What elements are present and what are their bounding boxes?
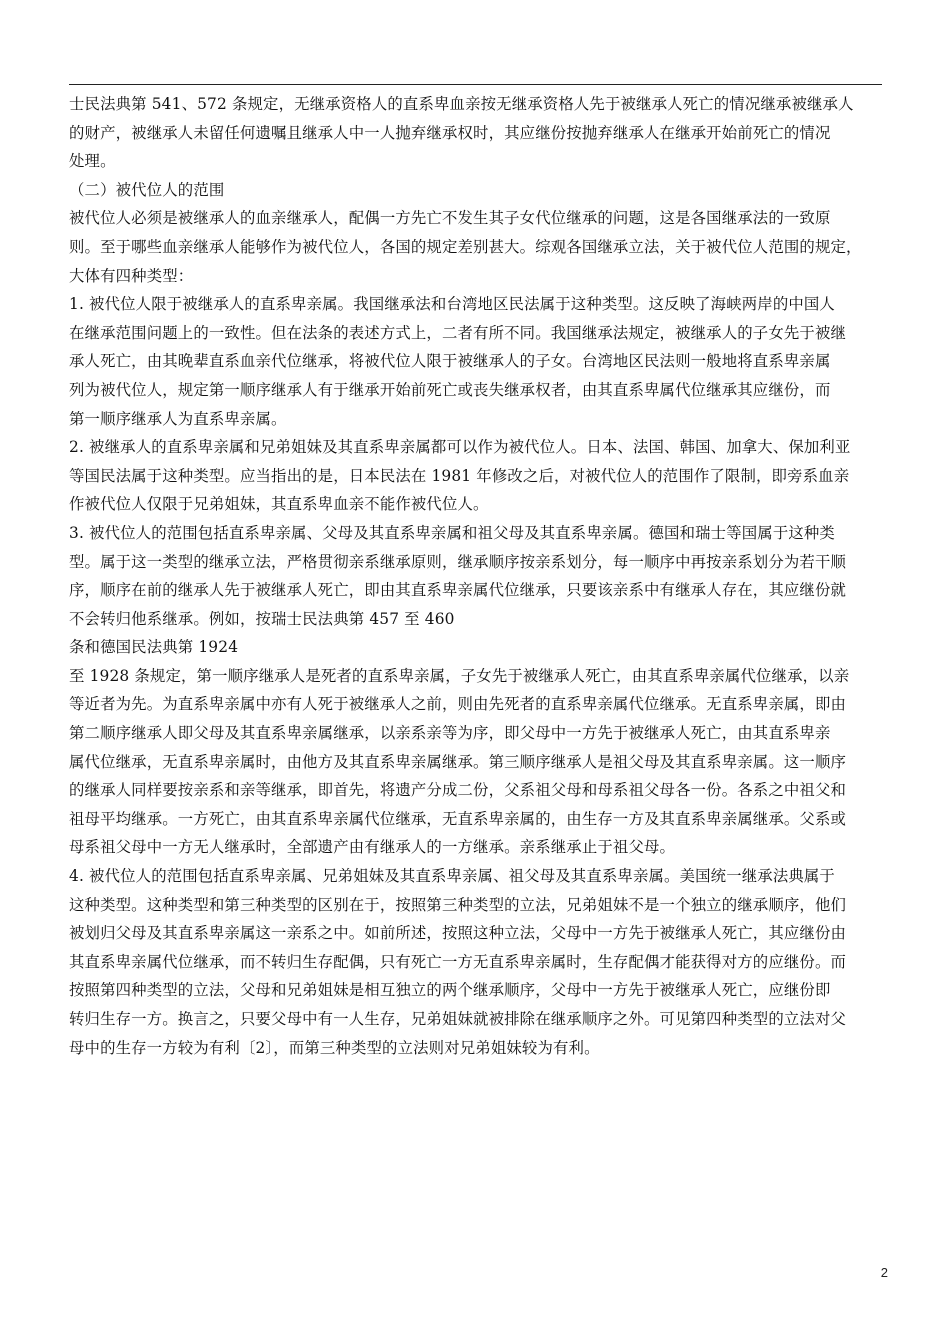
- text-line: 第二顺序继承人即父母及其直系卑亲属继承，以亲系亲等为序，即父母中一方先于被继承人死亡，由其直系卑亲: [69, 724, 831, 743]
- text-line: 型。属于这一类型的继承立法，严格贯彻亲系继承原则，继承顺序按亲系划分，每一顺序中再按亲系划分为若干顺: [69, 552, 847, 571]
- text-line: 等近者为先。为直系卑亲属中亦有人死于被继承人之前，则由先死者的直系卑亲属代位继承。无直系卑亲属，即由: [69, 695, 847, 714]
- text-line: 不会转归他系继承。例如，按瑞士民法典第 457 至 460: [69, 609, 455, 628]
- text-line: 列为被代位人，规定第一顺序继承人有于继承开始前死亡或丧失继承权者，由其直系卑属代位继承其应继份，而: [69, 380, 831, 399]
- text-line: 其直系卑亲属代位继承，而不转归生存配偶，只有死亡一方无直系卑亲属时，生存配偶才能获得对方的应继份。而: [69, 952, 847, 971]
- page-number: 2: [880, 1265, 888, 1280]
- text-line: 的继承人同样要按亲系和亲等继承，即首先，将遗产分成二份，父系祖父母和母系祖父母各一份。各系之中祖父和: [69, 781, 847, 800]
- text-line: 祖母平均继承。一方死亡，由其直系卑亲属代位继承，无直系卑亲属的，由生存一方及其直系卑亲属继承。父系或: [69, 809, 847, 828]
- text-line: 母中的生存一方较为有利〔2〕，而第三种类型的立法则对兄弟姐妹较为有利。: [69, 1038, 600, 1057]
- text-line: 至 1928 条规定，第一顺序继承人是死者的直系卑亲属，子女先于被继承人死亡，由其直系卑亲属代位继承，以亲: [69, 666, 850, 685]
- text-line: 这种类型。这种类型和第三种类型的区别在于，按照第三种类型的立法，兄弟姐妹不是一个独立的继承顺序，他们: [69, 895, 847, 914]
- text-line: 士民法典第 541、572 条规定，无继承资格人的直系卑血亲按无继承资格人先于被继承人死亡的情况继承被继承人: [69, 95, 854, 113]
- document-body: [69, 90, 884, 1062]
- text-line: 作被代位人仅限于兄弟姐妹，其直系卑血亲不能作被代位人。: [69, 495, 489, 514]
- text-line: 属代位继承，无直系卑亲属时，由他方及其直系卑亲属继承。第三顺序继承人是祖父母及其直系卑亲属。这一顺序: [69, 752, 847, 771]
- text-line: 按照第四种类型的立法，父母和兄弟姐妹是相互独立的两个继承顺序，父母中一方先于被继承人死亡，应继份即: [69, 981, 831, 1000]
- text-line: 转归生存一方。换言之，只要父母中有一人生存，兄弟姐妹就被排除在继承顺序之外。可见第四种类型的立法对父: [69, 1010, 847, 1028]
- text-line: 则。至于哪些血亲继承人能够作为被代位人，各国的规定差别甚大。综观各国继承立法，关于被代位人范围的规定，: [69, 237, 862, 256]
- text-line: 2. 被继承人的直系卑亲属和兄弟姐妹及其直系卑亲属都可以作为被代位人。日本、法国、韩国、加拿大、保加利亚: [69, 438, 851, 457]
- text-line: 第一顺序继承人为直系卑亲属。: [69, 409, 287, 428]
- text-line: 1. 被代位人限于被继承人的直系卑亲属。我国继承法和台湾地区民法属于这种类型。这反映了海峡两岸的中国人: [69, 295, 835, 314]
- text-line: 的财产，被继承人未留任何遗嘱且继承人中一人抛弃继承权时，其应继份按抛弃继承人在继承开始前死亡的情况: [69, 123, 831, 142]
- text-line: 被划归父母及其直系卑亲属这一亲系之中。如前所述，按照这种立法，父母中一方先于被继承人死亡，其应继份由: [69, 924, 847, 943]
- text-line: 序，顺序在前的继承人先于被继承人死亡，即由其直系卑亲属代位继承，只要该亲系中有继承人存在，其应继份就: [69, 581, 847, 600]
- text-line: 在继承范围问题上的一致性。但在法条的表述方式上，二者有所不同。我国继承法规定，被继承人的子女先于被继: [69, 323, 847, 342]
- text-line: 处理。: [69, 152, 116, 171]
- text-line: 被代位人必须是被继承人的血亲继承人，配偶一方先亡不发生其子女代位继承的问题，这是各国继承法的一致原: [69, 209, 831, 228]
- text-line: 条和德国民法典第 1924: [69, 638, 239, 657]
- text-line: 等国民法属于这种类型。应当指出的是，日本民法在 1981 年修改之后，对被代位人的范围作了限制，即旁系血亲: [69, 466, 850, 485]
- text-line: 承人死亡，由其晚辈直系血亲代位继承，将被代位人限于被继承人的子女。台湾地区民法则一般地将直系卑亲属: [69, 352, 831, 371]
- text-line: 3. 被代位人的范围包括直系卑亲属、父母及其直系卑亲属和祖父母及其直系卑亲属。德国和瑞士等国属于这种类: [69, 523, 835, 542]
- text-line: 大体有四种类型：: [69, 266, 194, 285]
- header-rule: [69, 84, 882, 85]
- text-line: 4. 被代位人的范围包括直系卑亲属、兄弟姐妹及其直系卑亲属、祖父母及其直系卑亲属。美国统一继承法典属于: [69, 867, 835, 886]
- section-heading: （二）被代位人的范围: [69, 180, 225, 199]
- text-line: 母系祖父母中一方无人继承时，全部遗产由有继承人的一方继承。亲系继承止于祖父母。: [69, 838, 676, 857]
